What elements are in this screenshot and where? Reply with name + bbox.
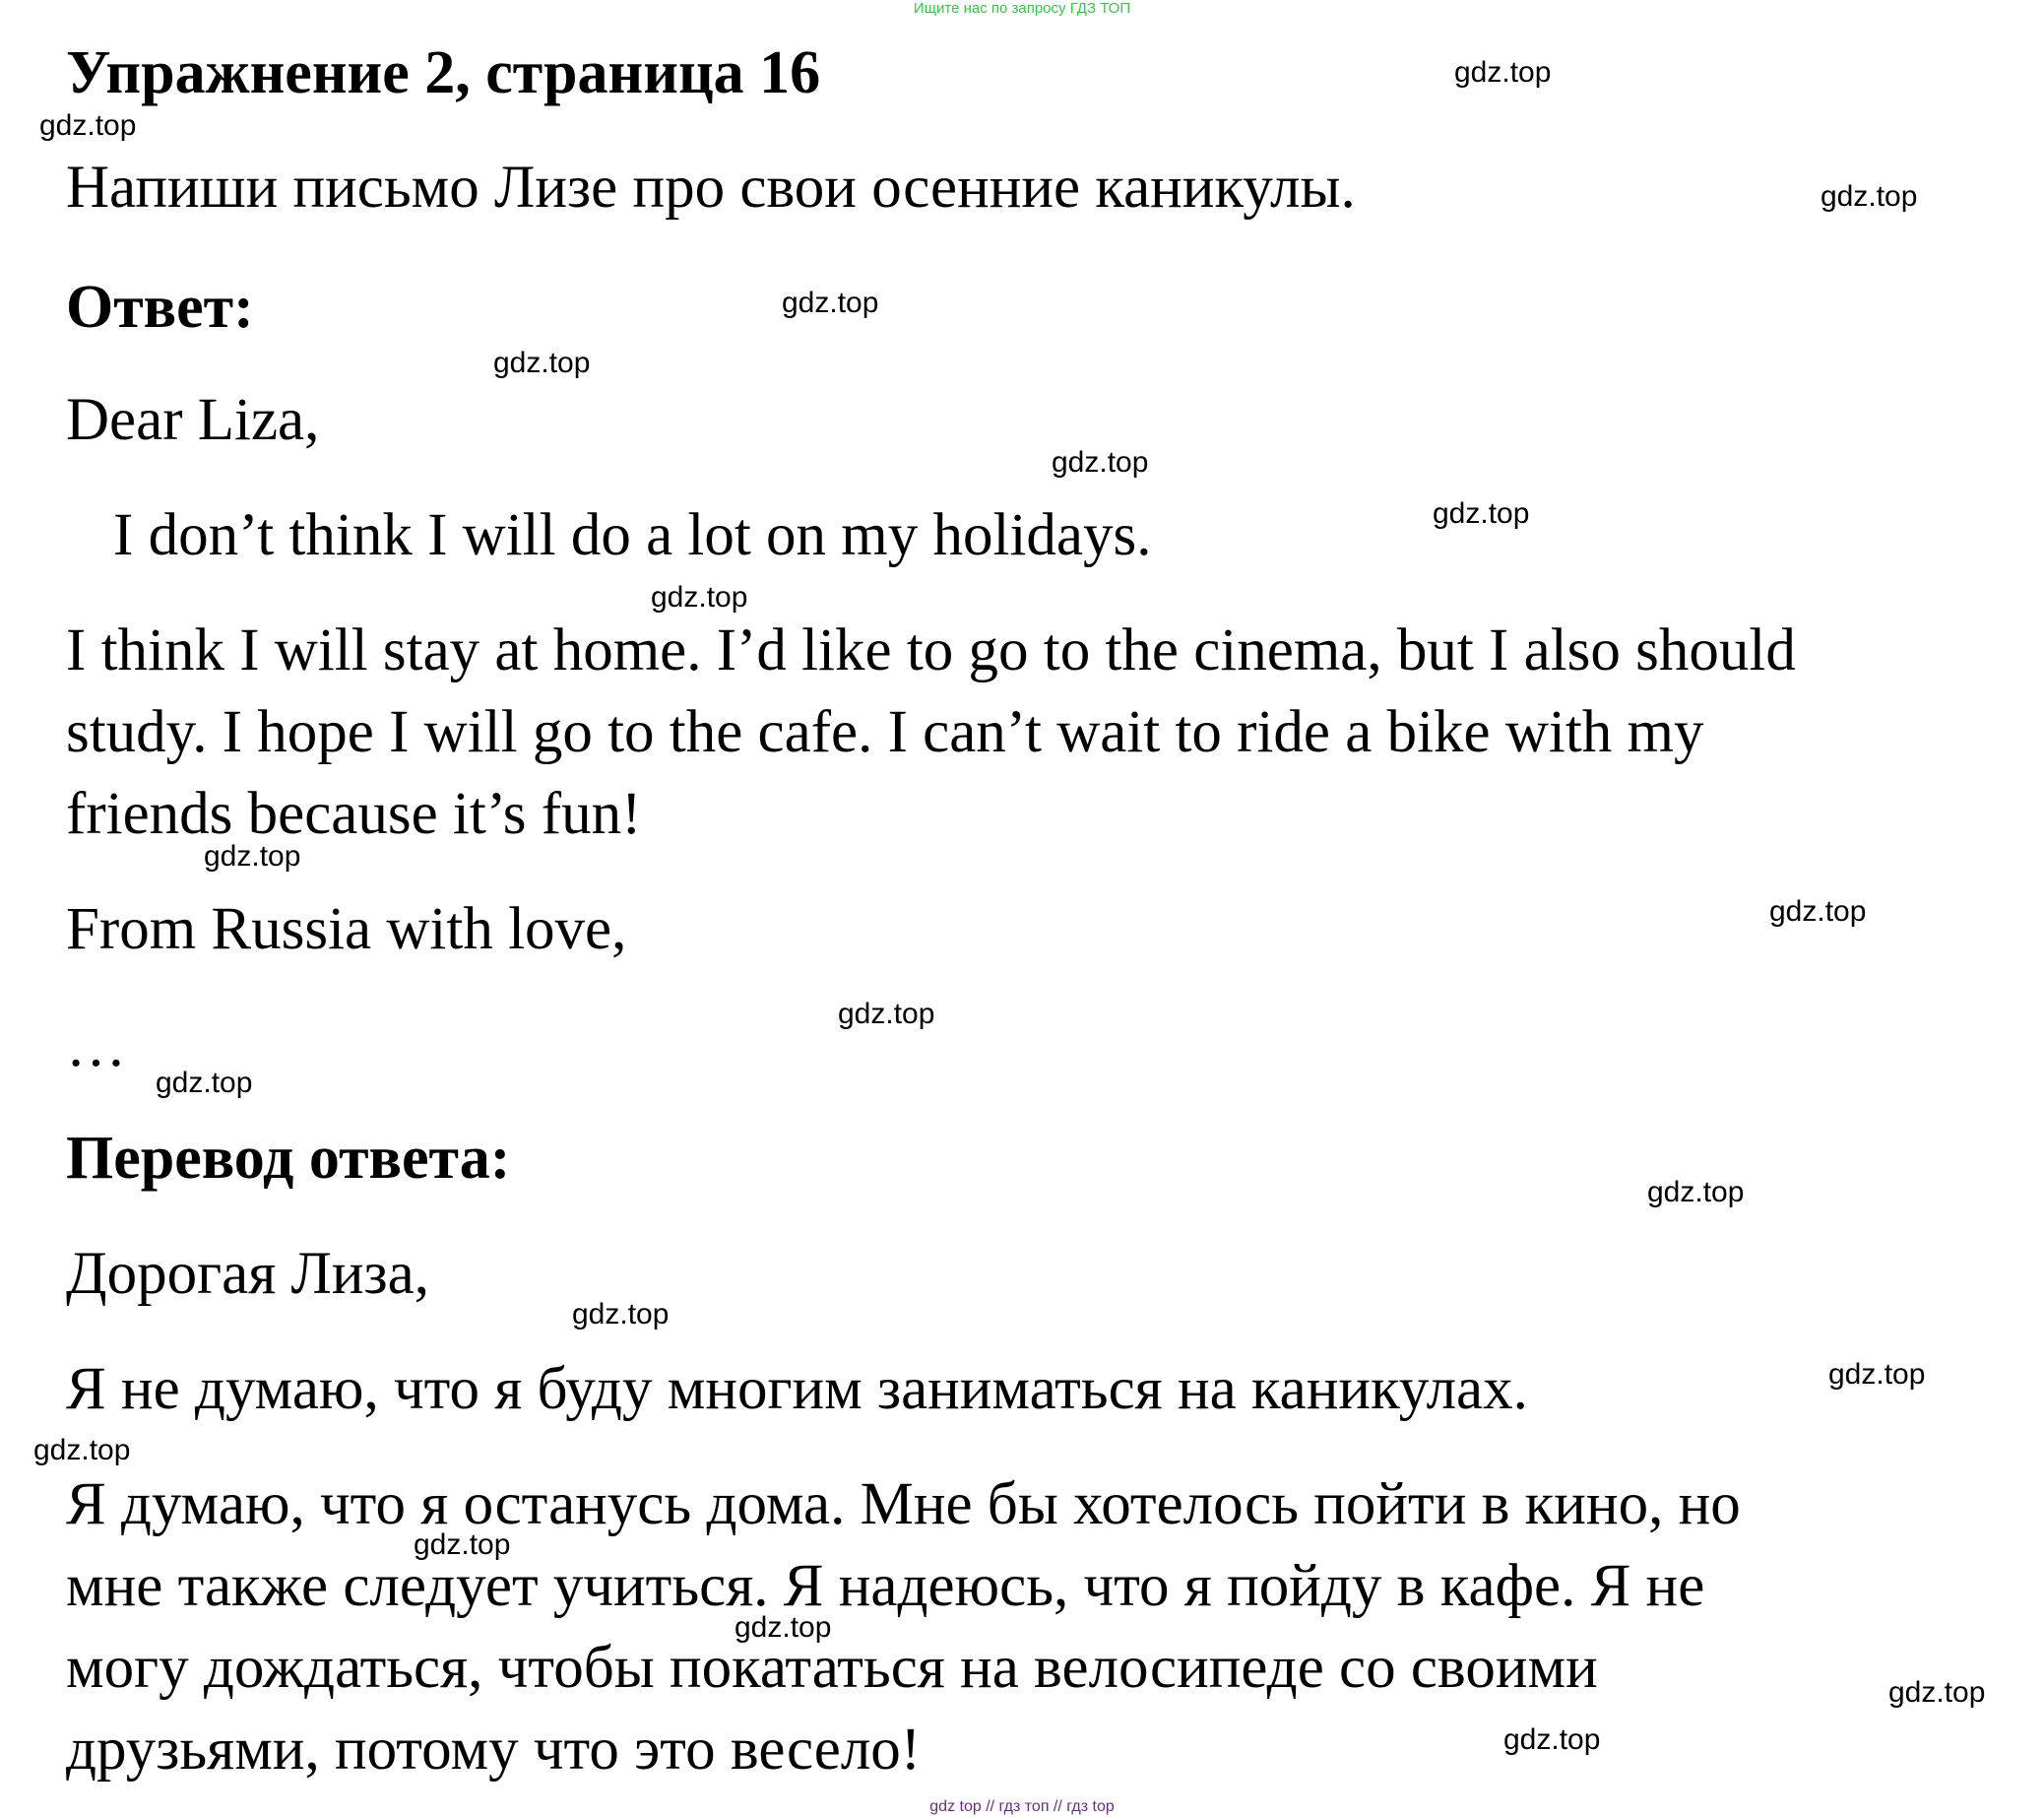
page-title: Упражнение 2, страница 16 [66, 39, 821, 106]
letter-closing: From Russia with love, [66, 896, 627, 962]
letter-line: I think I will stay at home. I’d like to go to the cinema, but I also should [66, 617, 1796, 683]
answer-heading: Ответ: [66, 274, 254, 341]
watermark: gdz.top [1820, 180, 1918, 213]
letter-line: study. I hope I will go to the cafe. I can’t wait to ride a bike with my [66, 699, 1704, 765]
watermark: gdz.top [651, 581, 748, 614]
watermark: gdz.top [1454, 56, 1552, 89]
watermark: gdz.top [1888, 1676, 1986, 1709]
translation-line: Я думаю, что я останусь дома. Мне бы хотелось пойти в кино, но [66, 1471, 1741, 1537]
letter-line: I don’t think I will do a lot on my holidays. [113, 502, 1152, 568]
watermark: gdz.top [1052, 446, 1149, 479]
translation-line: Я не думаю, что я буду многим заниматься на каникулах. [66, 1356, 1528, 1422]
letter-line: friends because it’s fun! [66, 781, 642, 847]
watermark: gdz.top [1503, 1723, 1601, 1756]
watermark: gdz.top [572, 1298, 670, 1330]
translation-heading: Перевод ответа: [66, 1125, 511, 1192]
watermark: gdz.top [1647, 1176, 1745, 1208]
watermark: gdz.top [414, 1528, 511, 1561]
watermark: gdz.top [493, 347, 591, 379]
watermark: gdz.top [156, 1067, 253, 1099]
watermark: gdz.top [33, 1434, 131, 1466]
translation-line: друзьями, потому что это весело! [66, 1717, 922, 1783]
footer-links[interactable]: gdz top // гдз топ // гдз top [929, 1798, 1115, 1815]
translation-greeting: Дорогая Лиза, [66, 1241, 429, 1307]
task-text: Напиши письмо Лизе про свои осенние каникулы. [66, 155, 1356, 221]
search-banner: Ищите нас по запросу ГДЗ ТОП [913, 0, 1131, 17]
watermark: gdz.top [735, 1611, 832, 1644]
watermark: gdz.top [39, 109, 137, 142]
watermark: gdz.top [838, 998, 935, 1030]
watermark: gdz.top [1769, 895, 1867, 928]
watermark: gdz.top [1433, 497, 1530, 530]
watermark: gdz.top [782, 287, 879, 319]
letter-signature: … [66, 1013, 126, 1079]
translation-line: мне также следует учиться. Я надеюсь, что я пойду в кафе. Я не [66, 1553, 1705, 1619]
watermark: gdz.top [204, 840, 301, 873]
letter-greeting: Dear Liza, [66, 387, 320, 453]
translation-line: могу дождаться, чтобы покататься на велосипеде со своими [66, 1635, 1598, 1701]
watermark: gdz.top [1828, 1358, 1926, 1391]
